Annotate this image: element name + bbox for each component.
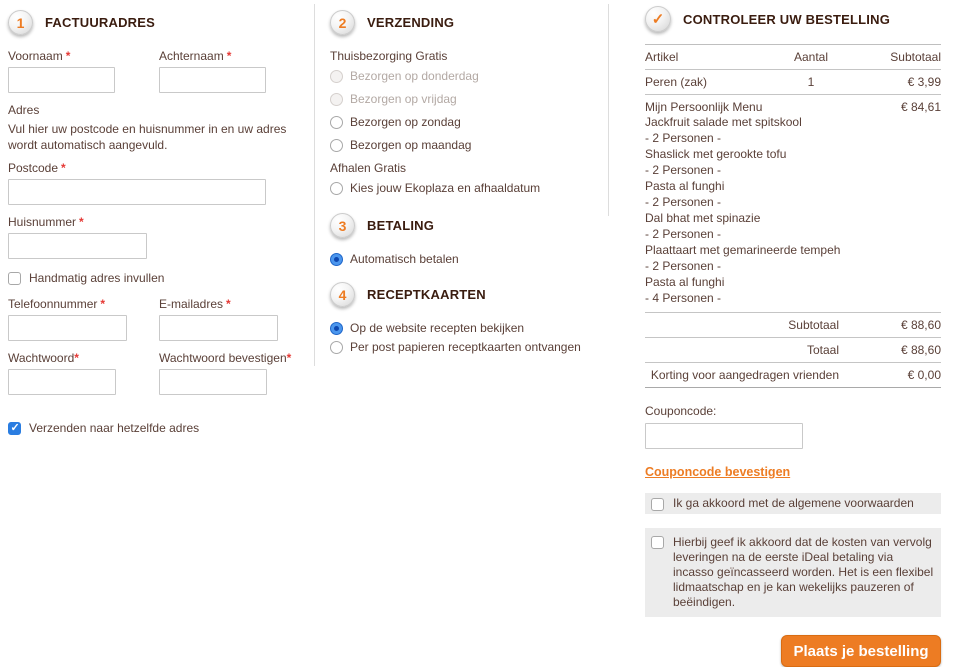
couponcode-input[interactable]	[645, 423, 803, 449]
wachtwoord-label: Wachtwoord*	[8, 351, 79, 365]
checkbox-icon[interactable]	[8, 272, 21, 285]
achternaam-label: Achternaam *	[159, 49, 232, 63]
verzenden-zelfde-adres-label: Verzenden naar hetzelfde adres	[29, 421, 200, 435]
total-value: € 88,60	[900, 343, 941, 357]
item-price: € 3,99	[907, 75, 941, 89]
required-marker: *	[226, 49, 232, 63]
required-marker: *	[286, 351, 292, 365]
total-row	[645, 338, 941, 363]
radio-icon[interactable]	[330, 182, 343, 195]
step-4-badge: 4	[330, 282, 355, 307]
menu-detail: - 2 Personen -	[645, 259, 722, 273]
voornaam-label: Voornaam *	[8, 49, 71, 63]
item-name: Mijn Persoonlijk Menu	[645, 100, 763, 114]
column-divider	[608, 4, 609, 216]
bezorgen-donderdag-radio	[330, 69, 602, 83]
email-label: E-mailadres *	[159, 297, 231, 311]
radio-selected-icon[interactable]	[330, 253, 343, 266]
payment-step-header	[330, 213, 602, 238]
telefoon-input[interactable]	[8, 315, 127, 341]
item-qty: 1	[807, 75, 815, 89]
automatisch-betalen-radio[interactable]	[330, 252, 602, 266]
billing-step-header	[8, 10, 310, 35]
item-price: € 84,61	[900, 100, 941, 114]
wachtwoord-bevestigen-input[interactable]	[159, 369, 267, 395]
couponcode-bevestigen-link[interactable]: Couponcode bevestigen	[645, 465, 791, 479]
bezorgen-vrijdag-radio	[330, 92, 602, 106]
checkbox-icon[interactable]	[651, 498, 664, 511]
check-circle-icon: ✓	[645, 6, 671, 32]
payment-title: BETALING	[367, 218, 435, 233]
subtotal-value: € 88,60	[900, 318, 941, 332]
discount-row	[645, 363, 941, 388]
bezorgen-vrijdag-label: Bezorgen op vrijdag	[350, 92, 457, 106]
incasso-checkbox-row[interactable]	[645, 528, 941, 617]
recipes-title: RECEPTKAARTEN	[367, 287, 486, 302]
required-marker: *	[74, 351, 79, 365]
recepten-post-label: Per post papieren receptkaarten ontvangen	[350, 340, 581, 354]
shipping-title: VERZENDING	[367, 15, 455, 30]
handmatig-adres-label: Handmatig adres invullen	[29, 271, 165, 285]
menu-detail: Pasta al funghi	[645, 275, 725, 289]
required-marker: *	[100, 297, 106, 311]
voornaam-input[interactable]	[8, 67, 115, 93]
artikel-header: Artikel	[645, 50, 679, 64]
recipes-step-header	[330, 282, 602, 307]
couponcode-label: Couponcode:	[645, 404, 717, 418]
checkbox-icon[interactable]	[651, 536, 664, 549]
menu-detail: Shaslick met gerookte tofu	[645, 147, 787, 161]
menu-detail: - 2 Personen -	[645, 163, 722, 177]
menu-detail: Pasta al funghi	[645, 179, 725, 193]
subtotal-label: Subtotaal	[788, 318, 839, 332]
required-marker: *	[65, 49, 71, 63]
discount-label: Korting voor aangedragen vrienden	[650, 368, 839, 382]
wachtwoord-bevestigen-label: Wachtwoord bevestigen*	[159, 351, 292, 365]
verzenden-zelfde-adres-checkbox[interactable]	[8, 421, 310, 435]
recepten-website-radio[interactable]	[330, 321, 602, 335]
bezorgen-donderdag-label: Bezorgen op donderdag	[350, 69, 479, 83]
radio-icon[interactable]	[330, 341, 343, 354]
adres-label: Adres	[8, 103, 40, 117]
step-1-badge: 1	[8, 10, 33, 35]
radio-icon[interactable]	[330, 139, 343, 152]
subtotal-row	[645, 313, 941, 338]
radio-disabled-icon	[330, 93, 343, 106]
bezorgen-zondag-label: Bezorgen op zondag	[350, 115, 461, 129]
recepten-website-label: Op de website recepten bekijken	[350, 321, 525, 335]
afhalen-label: Kies jouw Ekoplaza en afhaaldatum	[350, 181, 541, 195]
incasso-label: Hierbij geef ik akkoord dat de kosten van vervolg leveringen na de eerste iDeal betaling via incasso geïncasseerd worden. Het is een flexibel lidmaatschap en je kan wekelijks pauzeren of beëindigen.	[673, 535, 934, 609]
radio-icon[interactable]	[330, 116, 343, 129]
table-row	[645, 70, 941, 95]
subtotaal-header: Subtotaal	[890, 50, 941, 64]
achternaam-input[interactable]	[159, 67, 266, 93]
plaats-bestelling-button[interactable]: Plaats je bestelling	[781, 635, 941, 667]
total-label: Totaal	[806, 343, 839, 357]
email-input[interactable]	[159, 315, 278, 341]
thuisbezorging-group-label: Thuisbezorging Gratis	[330, 49, 448, 63]
menu-detail: Plaattaart met gemarineerde tempeh	[645, 243, 841, 257]
review-header	[645, 6, 941, 32]
adres-help-text: Vul hier uw postcode en huisnummer in en uw adres wordt automatisch aangevuld.	[8, 122, 287, 152]
handmatig-adres-checkbox[interactable]	[8, 271, 310, 285]
bezorgen-maandag-radio[interactable]	[330, 138, 602, 152]
item-name: Peren (zak)	[645, 75, 708, 89]
shipping-section	[330, 0, 602, 359]
afhalen-radio[interactable]	[330, 181, 602, 195]
menu-detail: - 2 Personen -	[645, 227, 722, 241]
voorwaarden-checkbox-row[interactable]	[645, 493, 941, 514]
discount-value: € 0,00	[907, 368, 941, 382]
table-row-menu	[645, 95, 941, 313]
billing-title: FACTUURADRES	[45, 15, 156, 30]
checkbox-checked-icon[interactable]	[8, 422, 21, 435]
menu-detail: Jackfruit salade met spitskool	[645, 115, 802, 129]
required-marker: *	[79, 215, 84, 229]
automatisch-betalen-label: Automatisch betalen	[350, 252, 459, 266]
step-2-badge: 2	[330, 10, 355, 35]
postcode-label: Postcode *	[8, 161, 66, 175]
radio-selected-icon[interactable]	[330, 322, 343, 335]
column-divider	[314, 4, 315, 366]
telefoon-label: Telefoonnummer *	[8, 297, 106, 311]
wachtwoord-input[interactable]	[8, 369, 116, 395]
required-marker: *	[226, 297, 231, 311]
review-title: CONTROLEER UW BESTELLING	[683, 11, 891, 27]
postcode-input[interactable]	[8, 179, 266, 205]
bezorgen-zondag-radio[interactable]	[330, 115, 602, 129]
shipping-step-header	[330, 10, 602, 35]
huisnummer-label: Huisnummer *	[8, 215, 84, 229]
order-table	[645, 44, 941, 388]
bezorgen-maandag-label: Bezorgen op maandag	[350, 138, 472, 152]
order-table-header	[645, 45, 941, 70]
recepten-post-radio[interactable]	[330, 340, 602, 354]
aantal-header: Aantal	[793, 50, 829, 64]
billing-section	[8, 0, 310, 447]
huisnummer-input[interactable]	[8, 233, 147, 259]
menu-detail: Dal bhat met spinazie	[645, 211, 761, 225]
required-marker: *	[61, 161, 66, 175]
order-review-section	[645, 0, 941, 667]
menu-detail: - 2 Personen -	[645, 131, 722, 145]
afhalen-group-label: Afhalen Gratis	[330, 161, 407, 175]
menu-detail: - 2 Personen -	[645, 195, 722, 209]
voorwaarden-label: Ik ga akkoord met de algemene voorwaarden	[673, 496, 914, 510]
step-3-badge: 3	[330, 213, 355, 238]
menu-detail: - 4 Personen -	[645, 291, 722, 305]
radio-disabled-icon	[330, 70, 343, 83]
